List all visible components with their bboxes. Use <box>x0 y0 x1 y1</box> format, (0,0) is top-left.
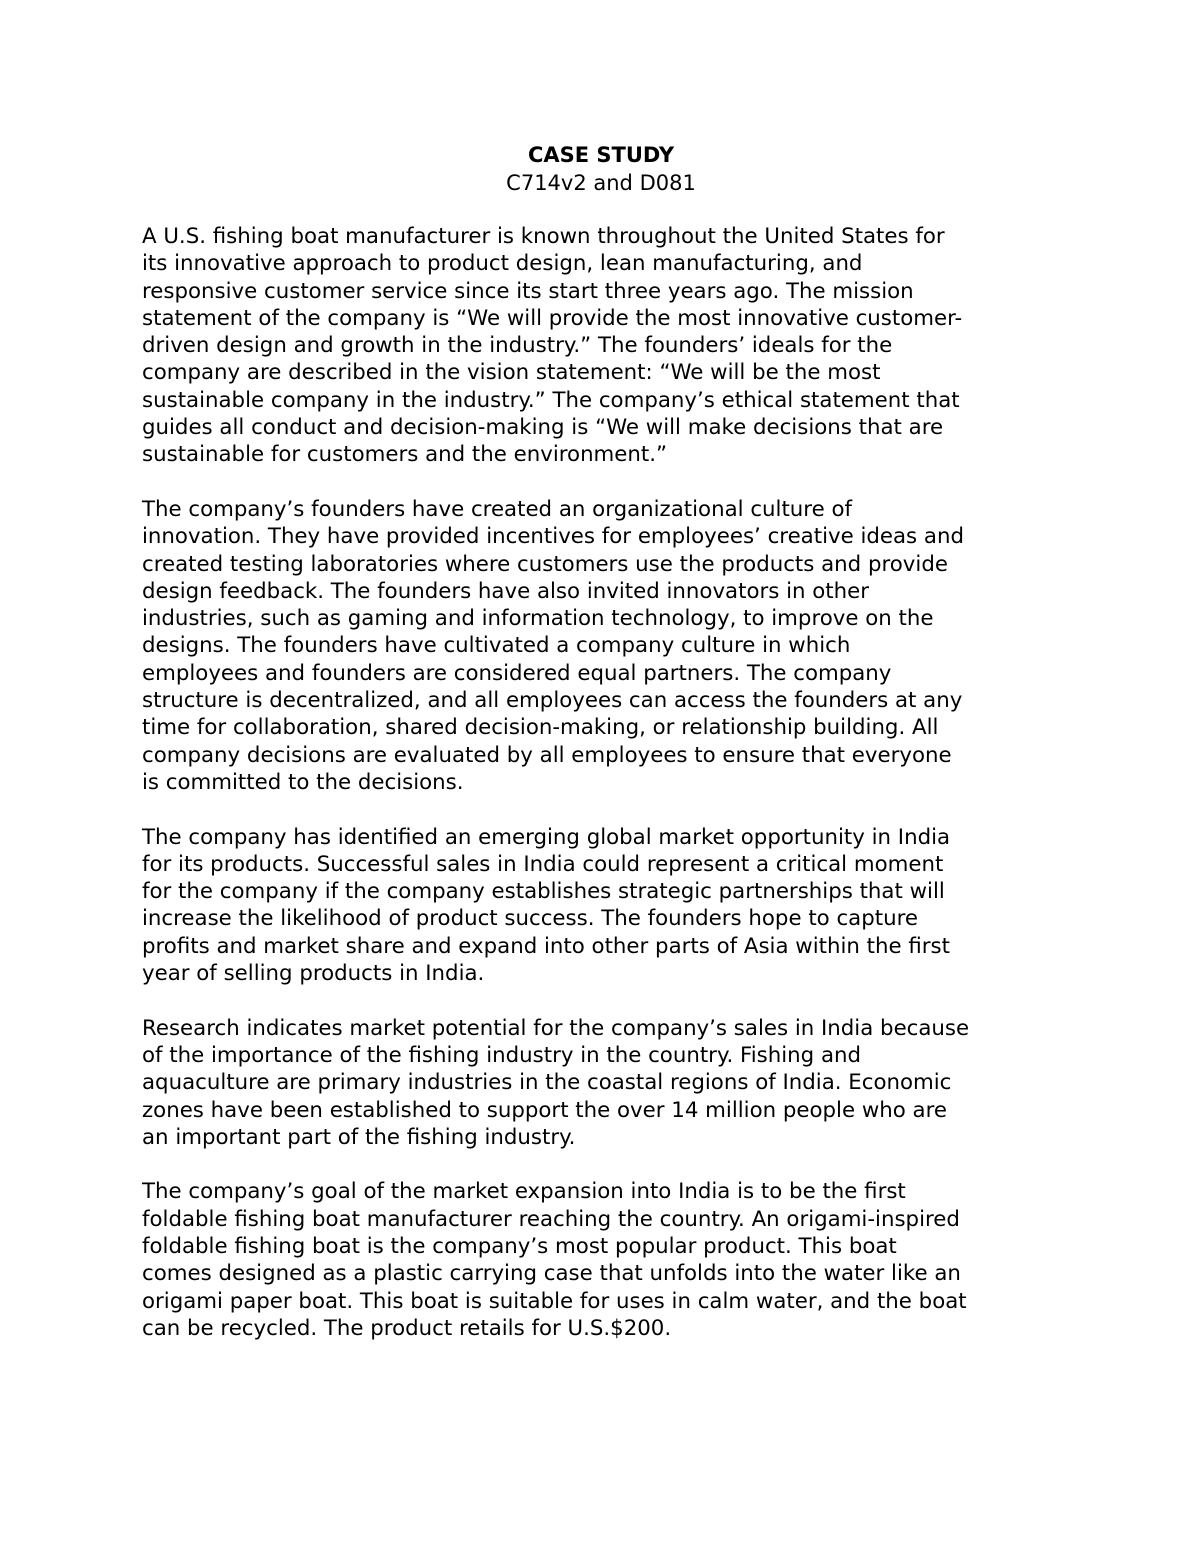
paragraph-research: Research indicates market potential for the company’s sales in India because of the importance of the fishing industry in the country. Fishing and aquaculture are primary industries in the coastal regions of India. Economic zones have been established to support the over 14 million people who are an important part of the fishing industry. <box>142 1015 970 1150</box>
document-subtitle: C714v2 and D081 <box>506 171 696 195</box>
document-page <box>142 141 1060 1369</box>
paragraph-culture: The company’s founders have created an organizational culture of innovation. They have provided incentives for employees’ creative ideas and created testing laboratories where customers use the products and provide design feedback. The founders have also invited innovators in other industries, such as gaming and information technology, to improve on the designs. The founders have cultivated a company culture in which employees and founders are considered equal partners. The company structure is decentralized, and all employees can access the founders at any time for collaboration, shared decision-making, or relationship building. All company decisions are evaluated by all employees to ensure that everyone is committed to the decisions. <box>142 496 964 795</box>
paragraph-intro: A U.S. fishing boat manufacturer is known throughout the United States for its innovative approach to product design, lean manufacturing, and responsive customer service since its start three years ago. The mission statement of the company is “We will provide the most innovative customer- driven design and growth in the industry.” The founders’ ideals for the company are described in the vision statement: “We will be the most sustainable company in the industry.” The company’s ethical statement that guides all conduct and decision-making is “We will make decisions that are sustainable for customers and the environment.” <box>142 224 963 468</box>
document-title: CASE STUDY <box>527 143 675 167</box>
paragraph-india-opportunity: The company has identified an emerging global market opportunity in India for its products. Successful sales in India could represent a critical moment for the company if the company establishes strategic partnerships that will increase the likelihood of product success. The founders hope to capture profits and market share and expand into other parts of Asia within the first year of selling products in India. <box>142 824 951 987</box>
paragraph-product-goal: The company’s goal of the market expansion into India is to be the first foldable fishing boat manufacturer reaching the country. An origami-inspired foldable fishing boat is the company’s most popular product. This boat comes designed as a plastic carrying case that unfolds into the water like an origami paper boat. This boat is suitable for uses in calm water, and the boat can be recycled. The product retails for U.S.$200. <box>142 1179 967 1341</box>
